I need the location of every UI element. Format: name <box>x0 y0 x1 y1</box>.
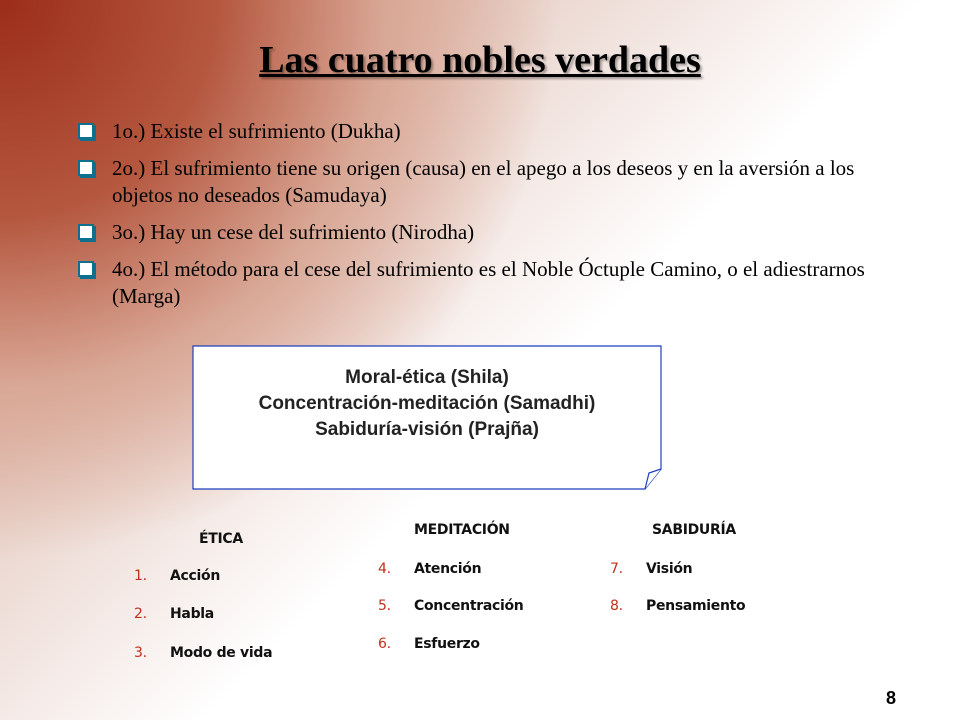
bullet-text-2: 2o.) El sufrimiento tiene su origen (causa) en el apego a los deseos y en la aversión a los objetos no deseados (Samudaya) <box>112 156 855 207</box>
checkbox-bullet-icon <box>78 123 94 139</box>
note-line-shila: Moral-ética (Shila) <box>345 367 509 388</box>
item-number: 5. <box>378 598 391 614</box>
item-number: 4. <box>378 561 391 577</box>
item-label: Habla <box>170 606 214 622</box>
note-line-prajna: Sabiduría-visión (Prajña) <box>315 419 539 440</box>
list-item <box>610 561 692 577</box>
item-label: Atención <box>414 561 482 577</box>
bullet-item-1 <box>76 118 916 145</box>
item-label: Acción <box>170 568 221 584</box>
item-label: Modo de vida <box>170 645 273 661</box>
checkbox-bullet-icon <box>78 261 94 277</box>
bullet-item-3 <box>76 219 916 246</box>
item-number: 2. <box>134 606 147 622</box>
item-label: Visión <box>646 561 693 577</box>
slide-title: Las cuatro nobles verdades <box>259 39 701 81</box>
checkbox-bullet-icon <box>78 224 94 240</box>
note-line-samadhi: Concentración-meditación (Samadhi) <box>258 393 596 414</box>
list-item <box>378 636 480 652</box>
truths-list <box>76 118 916 320</box>
item-number: 7. <box>610 561 623 577</box>
item-number: 6. <box>378 636 391 652</box>
bullet-item-2 <box>76 155 916 209</box>
list-item <box>134 606 214 622</box>
item-number: 3. <box>134 645 147 661</box>
bullet-item-4 <box>76 256 916 310</box>
bullet-text-1: 1o.) Existe el sufrimiento (Dukha) <box>112 119 401 143</box>
bullet-text-3: 3o.) Hay un cese del sufrimiento (Nirodha) <box>112 220 475 244</box>
summary-note-box <box>192 345 662 489</box>
list-item <box>378 598 523 614</box>
note-text <box>192 365 662 443</box>
list-item <box>134 645 272 661</box>
item-label: Esfuerzo <box>414 636 480 652</box>
list-item <box>134 568 220 584</box>
item-label: Pensamiento <box>646 598 746 614</box>
column-heading-etica: ÉTICA <box>199 531 243 547</box>
item-number: 1. <box>134 568 147 584</box>
column-heading-meditacion: MEDITACIÓN <box>414 522 510 538</box>
item-label: Concentración <box>414 598 524 614</box>
page-number: 8 <box>886 688 897 708</box>
list-item <box>378 561 481 577</box>
checkbox-bullet-icon <box>78 160 94 176</box>
item-number: 8. <box>610 598 623 614</box>
bullet-text-4: 4o.) El método para el cese del sufrimiento es el Noble Óctuple Camino, o el adiestrarnos (Marga) <box>112 257 865 308</box>
list-item <box>610 598 745 614</box>
column-heading-sabiduria: SABIDURÍA <box>652 522 736 538</box>
